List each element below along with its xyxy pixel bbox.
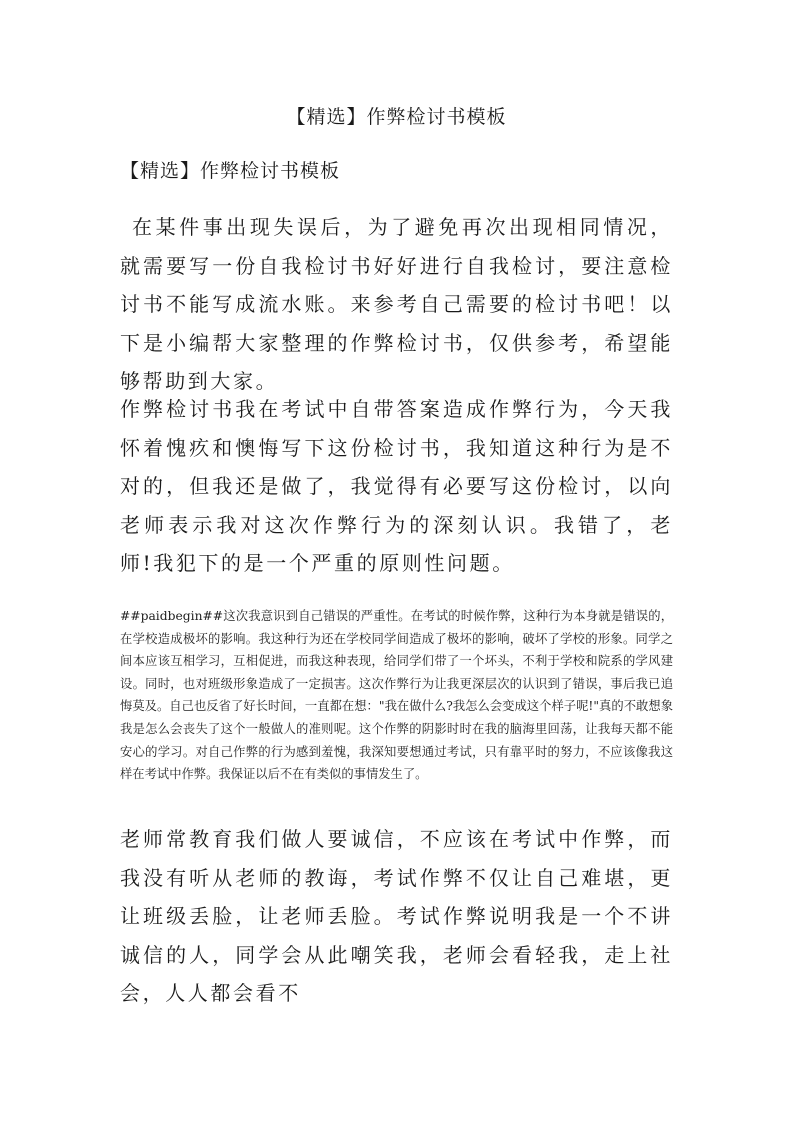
body-paragraph-3: 老师常教育我们做人要诚信，不应该在考试中作弊，而我没有听从老师的教诲，考试作弊不仅让自己难堪，更让班级丢脸，让老师丢脸。考试作弊说明我是一个不讲诚信的人，同学会从此嘲笑我，老师会看轻我，走上社会，人人都会看不 <box>120 827 673 1005</box>
body-paragraph-2: ##paidbegin##这次我意识到自己错误的严重性。在考试的时候作弊，这种行为本身就是错误的，在学校造成极坏的影响。我这种行为还在学校同学间造成了极坏的影响，破坏了学校的形象。同学之间本应该互相学习，互相促进，而我这种表现，给同学们带了一个坏头，不利于学校和院系的学风建设。同时，也对班级形象造成了一定损害。这次作弊行为让我更深层次的认识到了错误，事后我已追悔莫及。自己也反省了好长时间，一直都在想："我在做什么?我怎么会变成这个样子呢!"真的不敢想象我是怎么会丧失了这个一般做人的准则呢。这个作弊的阴影时时在我的脑海里回荡，让我每天都不能安心的学习。对自己作弊的行为感到羞愧，我深知要想通过考试，只有靠平时的努力，不应该像我这样在考试中作弊。我保证以后不在有类似的事情发生了。 <box>120 609 673 782</box>
document-subtitle: 【精选】作弊检讨书模板 <box>120 160 341 182</box>
document-title: 【精选】作弊检讨书模板 <box>286 106 507 128</box>
body-paragraph-1: 作弊检讨书我在考试中自带答案造成作弊行为，今天我怀着愧疚和懊悔写下这份检讨书，我知道这种行为是不对的，但我还是做了，我觉得有必要写这份检讨，以向老师表示我对这次作弊行为的深刻认识。我错了，老师!我犯下的是一个严重的原则性问题。 <box>120 397 673 575</box>
intro-paragraph: 在某件事出现失误后，为了避免再次出现相同情况，就需要写一份自我检讨书好好进行自我检讨，要注意检讨书不能写成流水账。来参考自己需要的检讨书吧！以下是小编帮大家整理的作弊检讨书，仅供参考，希望能够帮助到大家。 <box>120 215 673 393</box>
